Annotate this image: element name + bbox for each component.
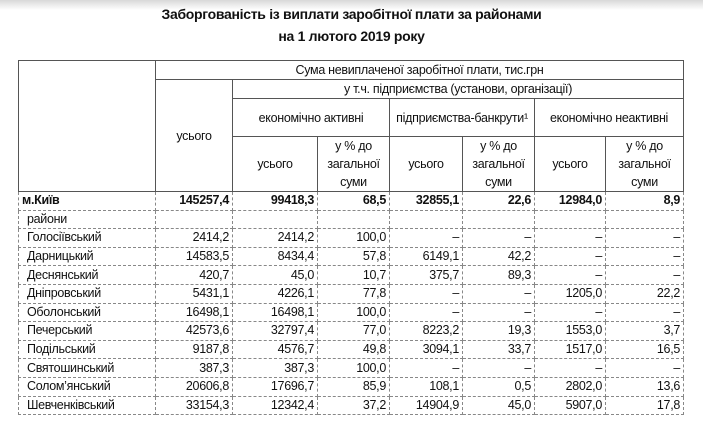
- cell: 12342,4: [233, 396, 318, 415]
- cell: –: [535, 247, 606, 266]
- row-name: Деснянський: [19, 266, 156, 285]
- cell: [463, 210, 535, 229]
- cell: –: [390, 284, 463, 303]
- table-row: [19, 229, 684, 248]
- cell: –: [606, 359, 684, 378]
- cell: [535, 210, 606, 229]
- cell: 77,8: [318, 284, 390, 303]
- cell: 2802,0: [535, 377, 606, 396]
- table-row: [19, 284, 684, 303]
- cell: 1205,0: [535, 284, 606, 303]
- table-row: [19, 377, 684, 396]
- table-row: [19, 359, 684, 378]
- cell: 16498,1: [233, 303, 318, 322]
- cell: 68,5: [318, 192, 390, 211]
- cell: –: [606, 247, 684, 266]
- header-incl: у т.ч. підприємства (установи, організації): [233, 80, 684, 99]
- header-group-active: економічно активні: [233, 99, 390, 137]
- cell: –: [390, 303, 463, 322]
- page-subtitle: на 1 лютого 2019 року: [278, 28, 425, 44]
- page-title: Заборгованість із виплати заробітної плати за районами: [161, 6, 542, 22]
- row-name: Шевченківський: [19, 396, 156, 415]
- table-row: [19, 247, 684, 266]
- cell: 22,6: [463, 192, 535, 211]
- cell: 420,7: [156, 266, 233, 285]
- cell: –: [535, 266, 606, 285]
- row-name: Подільський: [19, 340, 156, 359]
- cell: 99418,3: [233, 192, 318, 211]
- row-name: Голосіївський: [19, 229, 156, 248]
- cell: 375,7: [390, 266, 463, 285]
- cell: –: [535, 303, 606, 322]
- header-sub-total: усього: [535, 137, 606, 192]
- cell: 49,8: [318, 340, 390, 359]
- cell: 8434,4: [233, 247, 318, 266]
- cell: 42573,6: [156, 322, 233, 341]
- cell: 145257,4: [156, 192, 233, 211]
- header-total: усього: [156, 80, 233, 192]
- table-row-section: [19, 210, 684, 229]
- cell: 16498,1: [156, 303, 233, 322]
- cell: 17,8: [606, 396, 684, 415]
- cell: 8,9: [606, 192, 684, 211]
- row-name: Оболонський: [19, 303, 156, 322]
- table-row: [19, 322, 684, 341]
- cell: [390, 210, 463, 229]
- cell: 57,8: [318, 247, 390, 266]
- cell: 42,2: [463, 247, 535, 266]
- cell: 32855,1: [390, 192, 463, 211]
- cell: 3,7: [606, 322, 684, 341]
- cell: 13,6: [606, 377, 684, 396]
- cell: –: [606, 266, 684, 285]
- cell: –: [463, 359, 535, 378]
- cell: 77,0: [318, 322, 390, 341]
- cell: 4226,1: [233, 284, 318, 303]
- row-name: м.Київ: [19, 192, 156, 211]
- cell: 5907,0: [535, 396, 606, 415]
- cell: 22,2: [606, 284, 684, 303]
- cell: 6149,1: [390, 247, 463, 266]
- table-row: [19, 340, 684, 359]
- cell: 4576,7: [233, 340, 318, 359]
- header-sub-total: усього: [233, 137, 318, 192]
- row-name: Печерський: [19, 322, 156, 341]
- cell: [233, 210, 318, 229]
- cell: –: [535, 229, 606, 248]
- header-group-bankrupt: підприємства-банкрути¹: [390, 99, 535, 137]
- header-corner: [19, 61, 156, 192]
- row-name: Дніпровський: [19, 284, 156, 303]
- cell: –: [606, 229, 684, 248]
- header-main: Сума невиплаченої заробітної плати, тис.грн: [156, 61, 684, 80]
- cell: 19,3: [463, 322, 535, 341]
- cell: –: [463, 303, 535, 322]
- header-sub-pct: у % до загальної суми: [606, 137, 684, 192]
- table-row: [19, 303, 684, 322]
- cell: –: [463, 284, 535, 303]
- header-group-inactive: економічно неактивні: [535, 99, 684, 137]
- cell: 45,0: [233, 266, 318, 285]
- header-sub-pct: у % до загальної суми: [463, 137, 535, 192]
- cell: 33,7: [463, 340, 535, 359]
- section-label: райони: [19, 210, 156, 229]
- cell: 2414,2: [156, 229, 233, 248]
- cell: 85,9: [318, 377, 390, 396]
- cell: 100,0: [318, 229, 390, 248]
- cell: 12984,0: [535, 192, 606, 211]
- cell: 5431,1: [156, 284, 233, 303]
- cell: –: [463, 229, 535, 248]
- cell: 89,3: [463, 266, 535, 285]
- cell: 1553,0: [535, 322, 606, 341]
- cell: 37,2: [318, 396, 390, 415]
- cell: 3094,1: [390, 340, 463, 359]
- header-sub-pct: у % до загальної суми: [318, 137, 390, 192]
- cell: –: [390, 229, 463, 248]
- cell: [156, 210, 233, 229]
- cell: 387,3: [233, 359, 318, 378]
- cell: 20606,8: [156, 377, 233, 396]
- cell: –: [606, 303, 684, 322]
- cell: 16,5: [606, 340, 684, 359]
- table-row: [19, 266, 684, 285]
- cell: 100,0: [318, 303, 390, 322]
- row-name: Дарницький: [19, 247, 156, 266]
- cell: 2414,2: [233, 229, 318, 248]
- cell: 100,0: [318, 359, 390, 378]
- header-sub-total: усього: [390, 137, 463, 192]
- cell: 45,0: [463, 396, 535, 415]
- cell: 14904,9: [390, 396, 463, 415]
- cell: 14583,5: [156, 247, 233, 266]
- cell: 8223,2: [390, 322, 463, 341]
- row-name: Святошинський: [19, 359, 156, 378]
- row-name: Солом’янський: [19, 377, 156, 396]
- cell: 10,7: [318, 266, 390, 285]
- cell: 9187,8: [156, 340, 233, 359]
- cell: 1517,0: [535, 340, 606, 359]
- cell: 17696,7: [233, 377, 318, 396]
- cell: –: [535, 359, 606, 378]
- cell: 0,5: [463, 377, 535, 396]
- table-row: [19, 396, 684, 415]
- cell: 33154,3: [156, 396, 233, 415]
- cell: 108,1: [390, 377, 463, 396]
- table-row-total: [19, 192, 684, 211]
- cell: 32797,4: [233, 322, 318, 341]
- cell: [606, 210, 684, 229]
- cell: 387,3: [156, 359, 233, 378]
- cell: [318, 210, 390, 229]
- wage-arrears-table: [18, 60, 684, 415]
- cell: –: [390, 359, 463, 378]
